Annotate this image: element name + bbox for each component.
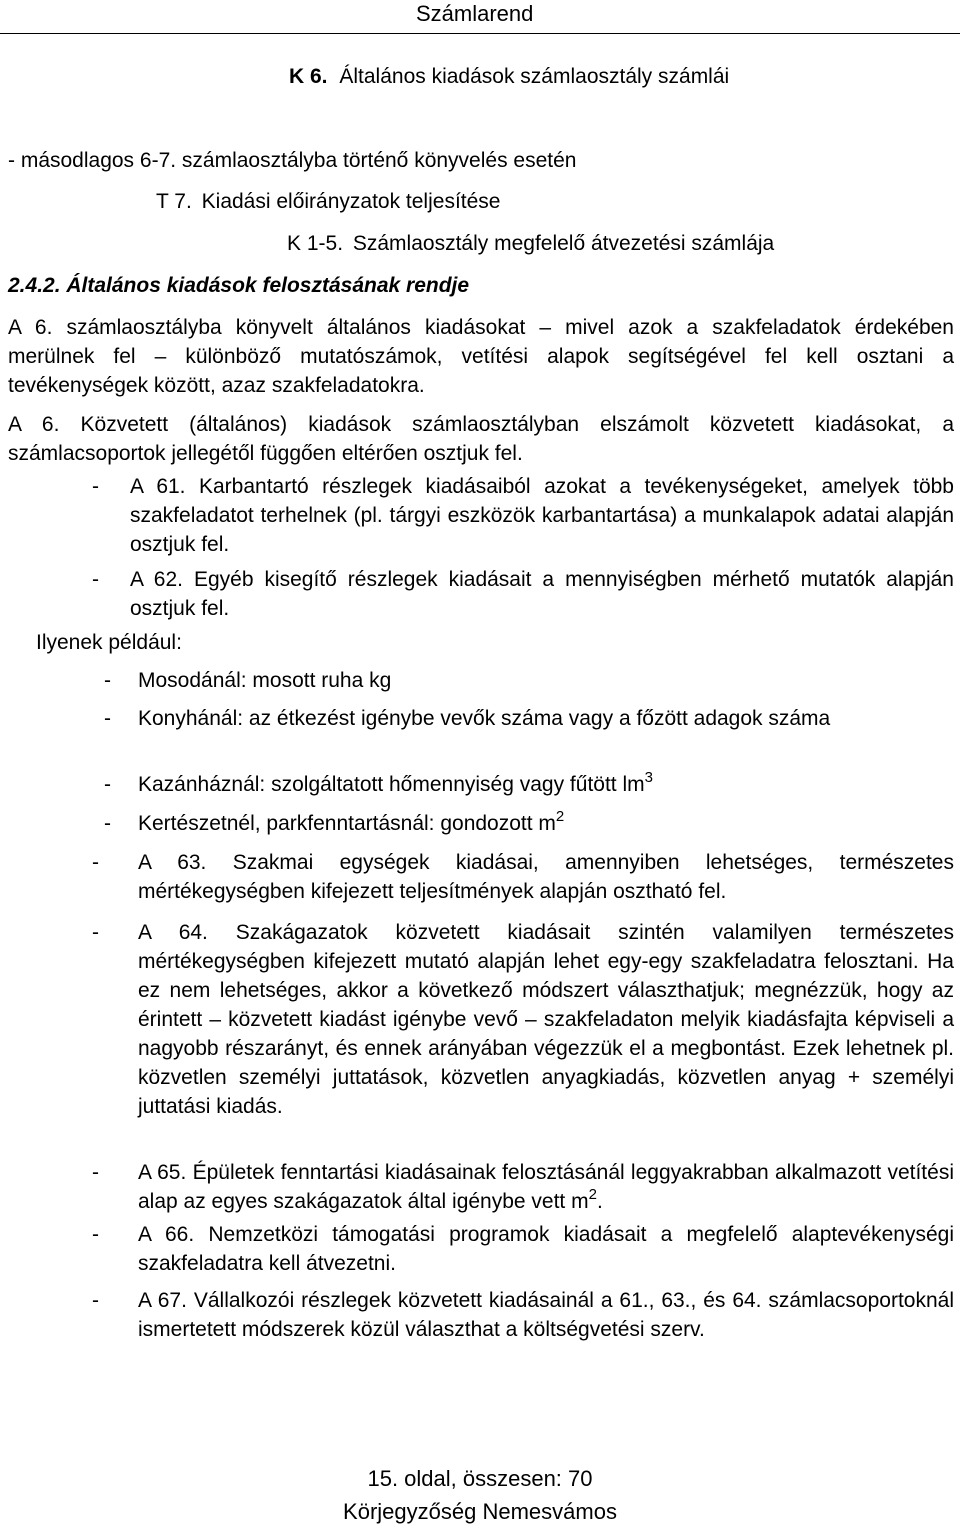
list-dash: -: [92, 1289, 99, 1312]
list-item-a67: [92, 1286, 954, 1344]
page-number: 15. oldal, összesen: 70: [367, 1466, 593, 1491]
page-header-title: Számlarend: [416, 1, 534, 26]
list-item-text: [130, 565, 954, 623]
list-item-body: Egyéb kisegítő részlegek kiadásait a mennyiségben mérhető mutatók alapján osztjuk fel.: [130, 568, 954, 620]
k6-heading: [289, 62, 729, 91]
paragraph-lead: A 6.: [8, 413, 60, 436]
t7-prefix: T 7.: [156, 190, 192, 213]
list-dash: -: [92, 1161, 99, 1184]
paragraph-text: Közvetett (általános) kiadások számlaosztályban elszámolt közvetett kiadásokat, a számlacsoportok jellegétől függően eltérően osztjuk fel.: [8, 413, 954, 465]
list-item-code: A 63.: [138, 851, 207, 874]
list-dash: -: [104, 812, 111, 835]
list-item-body: Szakágazatok közvetett kiadásait szintén valamilyen természetes mértékegységben kifejezett mutató alapján lehet egy-egy szakfeladatra felosztani. Ha ez nem lehetséges, akkor a következő módszert választhatjuk; megnézzük, hogy az érintett – közvetett kiadást igénybe vevő – szakfeladaton melyik kiadásfajta képviseli a nagyobb részarányt, és ennek arányában végezzük el a megbontást. Ezek lehetnek pl. közvetlen személyi juttatások, közvetlen anyagkiadás, közvetlen anyag + személyi juttatási kiadás.: [138, 921, 954, 1118]
list-item-a62: [92, 565, 954, 623]
list-item-body: Épületek fenntartási kiadásainak felosztásánál leggyakrabban alkalmazott vetítési alap az egyes szakágazatok által igénybe vett m: [138, 1161, 954, 1213]
list-item-a65: [92, 1158, 954, 1216]
examples-intro: Ilyenek például:: [36, 631, 182, 654]
list-item-body: Szakmai egységek kiadásai, amennyiben lehetséges, természetes mértékegységben kifejezett teljesítmények alapján osztható fel.: [138, 851, 954, 903]
footer-organization: Körjegyzőség Nemesvámos: [343, 1499, 617, 1524]
list-dash: -: [92, 851, 99, 874]
list-dash: -: [92, 1223, 99, 1246]
example-item-laundry: [104, 666, 954, 695]
list-item-text: [138, 1286, 954, 1344]
example-item-text: [138, 704, 954, 733]
k6-heading-prefix: K 6.: [289, 65, 328, 88]
superscript: 2: [588, 1186, 597, 1203]
list-dash: -: [104, 669, 111, 692]
list-dash: -: [92, 475, 99, 498]
list-item-code: A 64.: [138, 921, 208, 944]
list-item-code: A 67.: [138, 1289, 187, 1312]
list-item-body: Vállalkozói részlegek közvetett kiadásainál a 61., 63., és 64. számlacsoportoknál ismertetett módszerek közül választhat a költségvetési szerv.: [138, 1289, 954, 1341]
section-title: 2.4.2. Általános kiadások felosztásának rendje: [8, 274, 470, 297]
header-divider: [0, 33, 960, 34]
example-item-body: Kazánháznál: szolgáltatott hőmennyiség vagy fűtött lm: [138, 773, 645, 796]
k6-heading-text: Általános kiadások számlaosztály számlái: [339, 65, 730, 88]
list-item-code: A 61.: [130, 475, 186, 498]
example-item-text: [138, 666, 954, 695]
example-item-body: Mosodánál: mosott ruha kg: [138, 669, 392, 692]
list-item-a64: [92, 918, 954, 1121]
list-item-text: [130, 472, 954, 559]
example-item-body: Konyhánál: az étkezést igénybe vevők száma vagy a főzött adagok száma: [138, 707, 831, 730]
superscript: 3: [644, 769, 653, 786]
list-item-code: A 62.: [130, 568, 183, 591]
paragraph-text: számlaosztályba könyvelt általános kiadásokat – mivel azok a szakfeladatok érdekében merülnek fel – különböző mutatószámok, vetítési alapok segítségével fel kell osztani a tevékenységek között, azaz szakfeladatokra.: [8, 316, 954, 397]
k15-text: Számlaosztály megfelelő átvezetési számlája: [352, 232, 775, 255]
list-item-text: [138, 848, 954, 906]
list-item-tail: .: [596, 1190, 603, 1213]
example-item-boiler: [104, 770, 954, 799]
list-item-a63: [92, 848, 954, 906]
list-dash: -: [92, 568, 99, 591]
example-item-garden: [104, 809, 954, 838]
example-item-kitchen: [104, 704, 954, 733]
paragraph-allocation-intro: [8, 313, 954, 400]
list-item-text: [138, 918, 954, 1121]
list-item-a61: [92, 472, 954, 559]
t7-line: [156, 187, 500, 216]
list-item-code: A 65.: [138, 1161, 187, 1184]
list-item-code: A 66.: [138, 1223, 195, 1246]
k15-line: [287, 229, 774, 258]
superscript: 2: [555, 808, 565, 825]
list-dash: -: [104, 707, 111, 730]
list-item-body: Nemzetközi támogatási programok kiadásait a megfelelő alaptevékenységi szakfeladatra kell átvezetni.: [138, 1223, 954, 1275]
paragraph-indirect-costs: [8, 410, 954, 468]
k15-prefix: K 1-5.: [287, 232, 344, 255]
list-item-body: Karbantartó részlegek kiadásaiból azokat a tevékenységeket, amelyek több szakfeladatot terhelnek (pl. tárgyi eszközök karbantartása) a munkalapok adatai alapján osztjuk fel.: [130, 475, 954, 556]
t7-text: Kiadási előirányzatok teljesítése: [201, 190, 501, 213]
paragraph-lead: A 6.: [8, 316, 53, 339]
list-item-text: [138, 1220, 954, 1278]
secondary-booking-line: - másodlagos 6-7. számlaosztályba történő könyvelés esetén: [8, 149, 577, 172]
example-item-text: [138, 809, 954, 838]
example-item-body: Kertészetnél, parkfenntartásnál: gondozott m: [138, 812, 556, 835]
example-item-text: [138, 770, 954, 799]
list-item-a66: [92, 1220, 954, 1278]
list-dash: -: [92, 921, 99, 944]
list-item-text: [138, 1158, 954, 1216]
list-dash: -: [104, 773, 111, 796]
